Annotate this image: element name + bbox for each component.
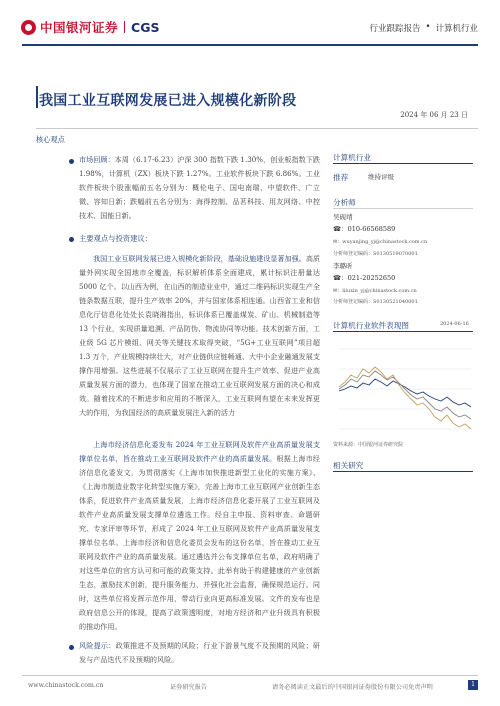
bullet-icon — [69, 237, 74, 242]
rating-label: 推荐 — [333, 173, 349, 182]
risk-label: 风险提示： — [79, 641, 116, 650]
related-research-heading: 相关研究 — [333, 461, 364, 470]
footer-center: 证券研究报告 — [170, 684, 208, 691]
key-points-heading: 主要观点与投资建议： — [79, 234, 152, 243]
report-type: 行业跟踪报告 — [369, 24, 421, 34]
email-icon: ✉： — [333, 288, 343, 294]
bullet-icon — [69, 159, 74, 164]
header-separator: • — [425, 22, 431, 32]
sidebar-industry: 计算机行业 — [333, 153, 371, 162]
rating-value: 维持评级 — [368, 173, 394, 181]
analyst-email: wuyanjing_yj@chinastock.com.cn — [342, 239, 428, 245]
chart-date: 2024-06-16 — [440, 321, 469, 327]
report-title: 我国工业互联网发展已进入规模化新阶段 — [39, 93, 297, 109]
related-rule — [333, 471, 473, 472]
header-industry: 计算机行业 — [435, 24, 478, 34]
market-review-label: 市场回顾： — [79, 155, 115, 164]
industrial-internet-paragraph — [79, 252, 320, 420]
galaxy-logo-icon — [21, 20, 36, 35]
phone-icon: ☎： — [333, 225, 348, 233]
report-date: 2024 年 06 月 23 日 — [400, 111, 468, 119]
footer-rule — [22, 675, 478, 676]
sidebar-rule — [333, 163, 473, 164]
title-accent-bar — [36, 86, 38, 108]
phone-icon: ☎： — [333, 274, 348, 282]
analyst-phone-row — [333, 224, 395, 233]
analyst-cert: 分析师登记编码：S0130519070001 — [333, 251, 418, 257]
industrial-internet-lead: 我国工业互联网发展已进入规模化新阶段，基础设施建设显著加强。 — [93, 254, 306, 263]
core-view-heading: 核心观点 — [36, 135, 65, 144]
market-review-paragraph — [79, 153, 320, 223]
logo-divider — [124, 21, 125, 33]
analyst-rule — [333, 208, 473, 209]
analyst-heading: 分析师 — [333, 198, 356, 207]
analyst-email-row — [333, 287, 417, 294]
market-review-text: 本周（6.17-6.23）沪深 300 指数下跌 1.30%，创业板指数下跌 1.98%，计算机（ZX）板块下跌 1.27%。工业软件板块下跌 6.86%。工业软件板块个股涨幅前五名分别为：概伦电子、国电南瑞、中望软件、广立微、容知日新；跌幅前五名分别为：海得控制、品茗科技、用友网络、中控技术、国能日新。 — [79, 155, 321, 220]
analyst-phone-row — [333, 273, 395, 282]
brand-name-en: CGS — [131, 19, 160, 35]
analyst-cert: 分析师登记编码：S0130521040001 — [333, 299, 418, 305]
analyst-name: 吴砚靖 — [333, 213, 353, 221]
header-report-meta — [369, 22, 478, 34]
page-number: 1 — [468, 680, 478, 690]
chart-line-software — [339, 367, 471, 429]
analyst-email-row — [333, 238, 427, 245]
bullet-icon — [69, 645, 74, 650]
shanghai-body: 根据上海市经济信息化委发文，为贯彻落实《上海市加快推进新型工业化的实施方案》、《上海市制造业数字化转型实施方案》，完善上海市工业互联网产业创新生态体系，促进软件产业高质量发展，上海市经济信息化委开展了工业互联网及软件产业高质量发展支撑单位遴选工作。经自主申报、资料审查、命题研究、专家评审等环节，形成了 2024 年工业互联网及软件产业高质量发展支撑单位名单。上海市经济和信息化委员会发布的这份名单，旨在推动工业互联网及软件产业的高质量发展。通过遴选并公布支撑单位名单，政府明确了对这些单位的官方认可和可能的政策支持。此举有助于构建健康的产业创新生态，激励技术创新，提升服务能力，并强化社会监督，确保规范运行。同时，这些单位将发挥示范作用，带动行业向更高标准发展。文件的发布也是政府信息公开的体现，提高了政策透明度，对地方经济和产业升级具有积极的推动作用。 — [79, 454, 321, 631]
title-rule — [36, 128, 478, 129]
performance-chart — [333, 339, 473, 435]
chart-title: 计算机行业软件表现图 — [333, 321, 409, 330]
shanghai-paragraph — [79, 438, 320, 634]
email-icon: ✉： — [333, 239, 343, 245]
industrial-internet-body: 高质量外网实现全国地市全覆盖，标识解析体系全面建成，累计标识注册量达 5000 亿个。以山西为例，在山西的制造业业中，通过二维码标识实现生产全链条数据互联，提升生产效率 20%，并与国家体系相连通。山西省工业和信息化厅信息化处处长袁晓湘指出，标识体系已覆盖煤炭、矿山、机械制造等 13 个行业，实现质量追溯、产品防伪、物流协同等功能。技术创新方面，工业级 5G 芯片模组、网关等关键技术取得突破，“5G+工业互联网”项目超 1.3 万个，产业规模持续壮大，对产业链供应链畅通、大中小企业融通发展支撑作用增强。这些进展不仅展示了工业互联网在提升生产效率、促进产业高质量发展方面的潜力，也体现了国家在推动工业互联网发展方面的决心和成效。随着技术的不断进步和应用的不断深入，工业互联网有望在未来发挥更大的作用，为我国经济的高质量发展注入新的活力 — [79, 254, 320, 417]
brand-name-cn: 中国银河证券 — [40, 20, 119, 35]
performance-chart-svg — [333, 339, 473, 435]
chart-line-computer — [339, 371, 471, 419]
chart-rule — [333, 331, 473, 332]
header-rule — [22, 44, 478, 46]
risk-paragraph — [79, 639, 320, 667]
footer-disclaimer: 请务必阅读正文最后的中国银河证券股份有限公司免责声明 — [272, 684, 433, 691]
brand-logo — [21, 18, 159, 36]
analyst-name: 李璐昕 — [333, 262, 353, 270]
analyst-phone: 021-20252650 — [347, 274, 396, 282]
analyst-phone: 010-66568589 — [347, 225, 396, 233]
risk-text: 政策推进不及预期的风险；行业下游景气度不及预期的风险；研发与产品迭代不及预期的风险。 — [79, 641, 321, 664]
footer-url[interactable]: www.chinastock.com.cn — [28, 682, 104, 689]
shanghai-lead: 上海市经济信息化委发布 2024 年工业互联网及软件产业高质量发展支撑单位名单，旨在推动工业互联网及软件产业的高质量发展。 — [79, 440, 320, 463]
analyst-email: liluxin_yj@chinastock.com.cn — [342, 288, 417, 294]
chart-source: 资料来源：中国银河证券研究院 — [333, 442, 404, 448]
